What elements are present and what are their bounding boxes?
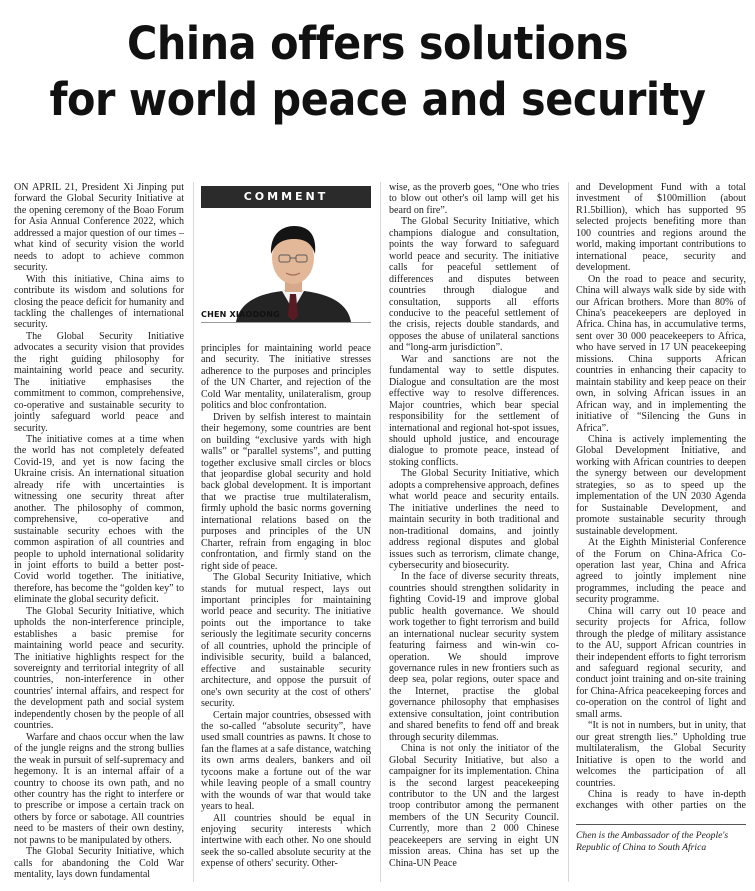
paragraph: The Global Security Initiative, which stands for mutual respect, lays out important principles for maintaining world peace and security. The initiative points out the importance to take seriously the legitimate security concerns of all countries, uphold the principle of indivisible security, build a balanced, effective and sustainable security architecture, and oppose the pursuit of one's own security at the cost of others' security. xyxy=(201,572,371,710)
paragraph: The Global Security Initiative, which upholds the non-interference principle, establishes a basic premise for maintaining world peace and security. The initiative highlights respect for the sovereignty and territorial integrity of all countries, non-interference in other countries' internal affairs, and respect for the development path and social system independently chosen by the people of all countries. xyxy=(14,605,184,732)
paragraph: China is ready to have in-depth exchanges with other parties on the xyxy=(576,789,746,812)
paragraph: The Global Security Initiative, which adopts a comprehensive approach, defines what world peace and security entails. The initiative underlines the need to maintain security in both traditional and non-traditional domains, and jointly address regional disputes and global issues such as terrorism, climate change, cybersecurity and biosecurity. xyxy=(389,468,559,571)
article-column-2 xyxy=(201,343,371,886)
article-column-1 xyxy=(14,182,184,886)
paragraph: Warfare and chaos occur when the law of the jungle reigns and the strong bullies the weak in pursuit of self-supremacy and hegemony. It is an internal affair of a country to choose its own path, and no other country has the right to interfere or to prescribe or impose a certain track on others by force or sabotage. All countries need to be masters of their own destiny, not pawns to be manipulated by others. xyxy=(14,731,184,846)
paragraph: The Global Security Initiative, which calls for abandoning the Cold War mentality, lays down fundamental xyxy=(14,846,184,881)
paragraph: All countries should be equal in enjoying security interests which intertwine with each other. No one should seek the so-called absolute security at the expense of others' security. Other- xyxy=(201,812,371,870)
paragraph: In the face of diverse security threats, countries should strengthen solidarity in fighting Covid-19 and improve global public health governance. We should work together to fight terrorism and build an international nuclear security system featuring fairness and win-win co-operation. We should improve governance rules in new frontiers such as deep sea, polar regions, outer space and the Internet, practise the global governance philosophy that emphasises extensive consultation, joint contribution and shared benefits to fend off and break through security dilemmas. xyxy=(389,571,559,743)
paragraph: On the road to peace and security, China will always walk side by side with our African brothers. More than 80% of China's peacekeepers are deployed in Africa. China has, in accumulative terms, sent over 30 000 peacekeepers to Africa, who have served in 17 UN peacekeeping missions. China supports African countries in enhancing their capacity to maintain stability and keep peace on their own, in solving African issues in an African way, and in implementing the initiative of “Silencing the Guns in Africa”. xyxy=(576,273,746,434)
paragraph: “It is not in numbers, but in unity, that our great strength lies.” Upholding true multilateralism, the Global Security Initiative is open to the world and welcomes the participation of all countries. xyxy=(576,720,746,789)
paragraph: ON APRIL 21, President Xi Jinping put forward the Global Security Initiative at the opening ceremony of the Boao Forum for Asia Annual Conference 2022, which addressed a major question of our times – what kind of security vision the world needs to adopt to achieve common security. xyxy=(14,182,184,274)
paragraph: The initiative comes at a time when the world has not completely defeated Covid-19, and yet is now facing the Ukraine crisis. An international situation already rife with uncertainties is witnessing one security threat after another. The philosophy of common, comprehensive, co-operative and sustainable security echoes with the common aspiration of all countries and people to uphold international solidarity in joint efforts to build a better post-Covid world together. The initiative, therefore, has become the “golden key” to eliminate the global security deficit. xyxy=(14,433,184,606)
article-column-3 xyxy=(389,182,559,886)
paragraph: principles for maintaining world peace and security. The initiative stresses adherence to the purposes and principles of the UN Charter, and rejection of the Cold War mentality, unilateralism, group politics and bloc confrontation. xyxy=(201,343,371,412)
headline xyxy=(30,16,725,128)
column-rule xyxy=(568,182,569,882)
author-byline: CHEN XIAODONG xyxy=(201,310,371,323)
comment-label: COMMENT xyxy=(201,186,371,208)
paragraph: China is not only the initiator of the Global Security Initiative, but also a campaigner for its implementation. China is the second largest peacekeeping contributor to the UN and the largest troop contributor among the permanent members of the UN Security Council. Currently, more than 2 000 Chinese peacekeepers are serving in eight UN mission areas. China has set up the China-UN Peace xyxy=(389,743,559,869)
paragraph: At the Eighth Ministerial Conference of the Forum on China-Africa Co-operation last year, China and Africa agreed to jointly implement nine programmes, including the peace and security programme. xyxy=(576,537,746,606)
paragraph: The Global Security Initiative advocates a security vision that provides the right guiding philosophy for maintaining world peace and security. The initiative emphasises the commitment to common, comprehensive, co-operative and sustainable security to jointly safeguard world peace and security. xyxy=(14,330,184,434)
paragraph: Driven by selfish interest to maintain their hegemony, some countries are bent on building “exclusive yards with high walls” or “parallel systems”, and putting together exclusive small circles or blocs that jeopardise global security and hold back global development. It is important that we practise true multilateralism, firmly uphold the basic norms governing international relations based on the purposes and principles of the UN Charter, refrain from engaging in bloc confrontation, and firmly stand on the right side of peace. xyxy=(201,411,371,572)
headline-line-1: China offers solutions xyxy=(126,17,629,70)
headline-line-2: for world peace and security xyxy=(49,73,706,126)
paragraph: wise, as the proverb goes, “One who tries to blow out other's oil lamp will get his beard on fire”. xyxy=(389,182,559,216)
column-rule xyxy=(380,182,381,882)
author-note: Chen is the Ambassador of the People's Republic of China to South Africa xyxy=(576,824,746,853)
article-column-4 xyxy=(576,182,746,812)
column-rule xyxy=(193,182,194,882)
paragraph: China is actively implementing the Global Development Initiative, and working with African countries to deepen the synergy between our development strategies, so as to speed up the implementation of the UN 2030 Agenda for Sustainable Development, and promote sustainable security through sustainable development. xyxy=(576,433,746,537)
paragraph: China will carry out 10 peace and security projects for Africa, follow through the pledge of military assistance to the AU, support African countries in their independent efforts to fight terrorism and safeguard regional security, and conduct joint training and on-site training for China-Africa peacekeeping forces and co-operation on the control of light and small arms. xyxy=(576,605,746,720)
paragraph: Certain major countries, obsessed with the so-called “absolute security”, have used small countries as pawns. It chose to fan the flames at a safe distance, watching its own arms dealers, bankers and oil tycoons make a fortune out of the war while leaving people of a small country with the wounds of war that would take years to heal. xyxy=(201,709,371,813)
paragraph: and Development Fund with a total investment of $100million (about R1.5billion), which has supported 95 selected projects benefiting more than 100 countries and regions around the world, making important contributions to international peace, security and development. xyxy=(576,182,746,274)
paragraph: With this initiative, China aims to contribute its wisdom and solutions for closing the peace deficit for humanity and tackling the challenges of international security. xyxy=(14,273,184,331)
author-portrait xyxy=(226,214,361,322)
paragraph: War and sanctions are not the fundamental way to settle disputes. Dialogue and consultation are the most effective way to resolve differences. Major countries, which bear special responsibility for the settlement of international and regional hot-spot issues, should uphold justice, and encourage dialogue to promote peace, instead of stoking conflicts. xyxy=(389,353,559,468)
paragraph: The Global Security Initiative, which champions dialogue and consultation, points the way forward to safeguard world peace and security. The initiative calls for peaceful settlement of differences and disputes between countries through dialogue and consultation, supports all efforts conducive to the peaceful settlement of the crisis, rejects double standards, and opposes the abuse of unilateral sanctions and “long-arm jurisdiction”. xyxy=(389,216,559,354)
